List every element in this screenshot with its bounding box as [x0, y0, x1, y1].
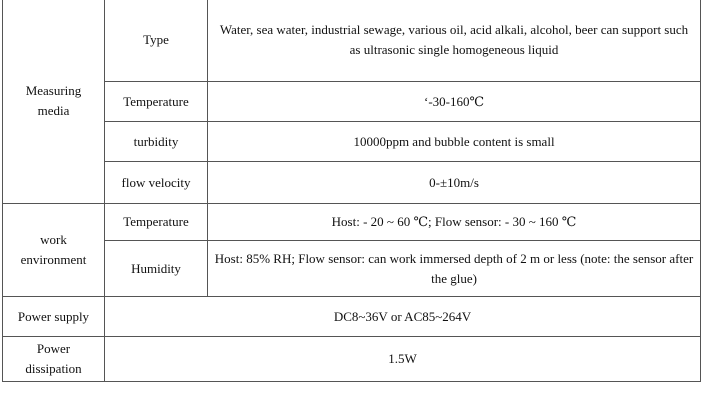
- value-media-temperature: ‘-30-160℃: [208, 82, 701, 122]
- value-humidity: Host: 85% RH; Flow sensor: can work immersed depth of 2 m or less (note: the sensor after the glue): [208, 241, 701, 297]
- label-media-temperature: Temperature: [105, 82, 208, 122]
- group-measuring-media: Measuring media: [3, 0, 105, 204]
- value-env-temperature: Host: - 20 ~ 60 ℃; Flow sensor: - 30 ~ 160 ℃: [208, 204, 701, 241]
- label-env-temperature: Temperature: [105, 204, 208, 241]
- table-row: [3, 204, 701, 241]
- table-row: [3, 0, 701, 82]
- label-turbidity: turbidity: [105, 122, 208, 162]
- spec-table: [2, 0, 701, 382]
- group-work-environment: work environment: [3, 204, 105, 297]
- label-power-supply: Power supply: [3, 297, 105, 337]
- label-type: Type: [105, 0, 208, 82]
- table-row: [3, 241, 701, 297]
- table-row: [3, 162, 701, 204]
- value-flow-velocity: 0-±10m/s: [208, 162, 701, 204]
- value-type: Water, sea water, industrial sewage, various oil, acid alkali, alcohol, beer can support such as ultrasonic single homogeneous liquid: [208, 0, 701, 82]
- label-power-dissipation: Power dissipation: [3, 337, 105, 382]
- label-flow-velocity: flow velocity: [105, 162, 208, 204]
- table-row: [3, 122, 701, 162]
- value-power-dissipation: 1.5W: [105, 337, 701, 382]
- table-row: [3, 82, 701, 122]
- table-row: [3, 297, 701, 337]
- table-row: [3, 337, 701, 382]
- label-humidity: Humidity: [105, 241, 208, 297]
- value-power-supply: DC8~36V or AC85~264V: [105, 297, 701, 337]
- value-turbidity: 10000ppm and bubble content is small: [208, 122, 701, 162]
